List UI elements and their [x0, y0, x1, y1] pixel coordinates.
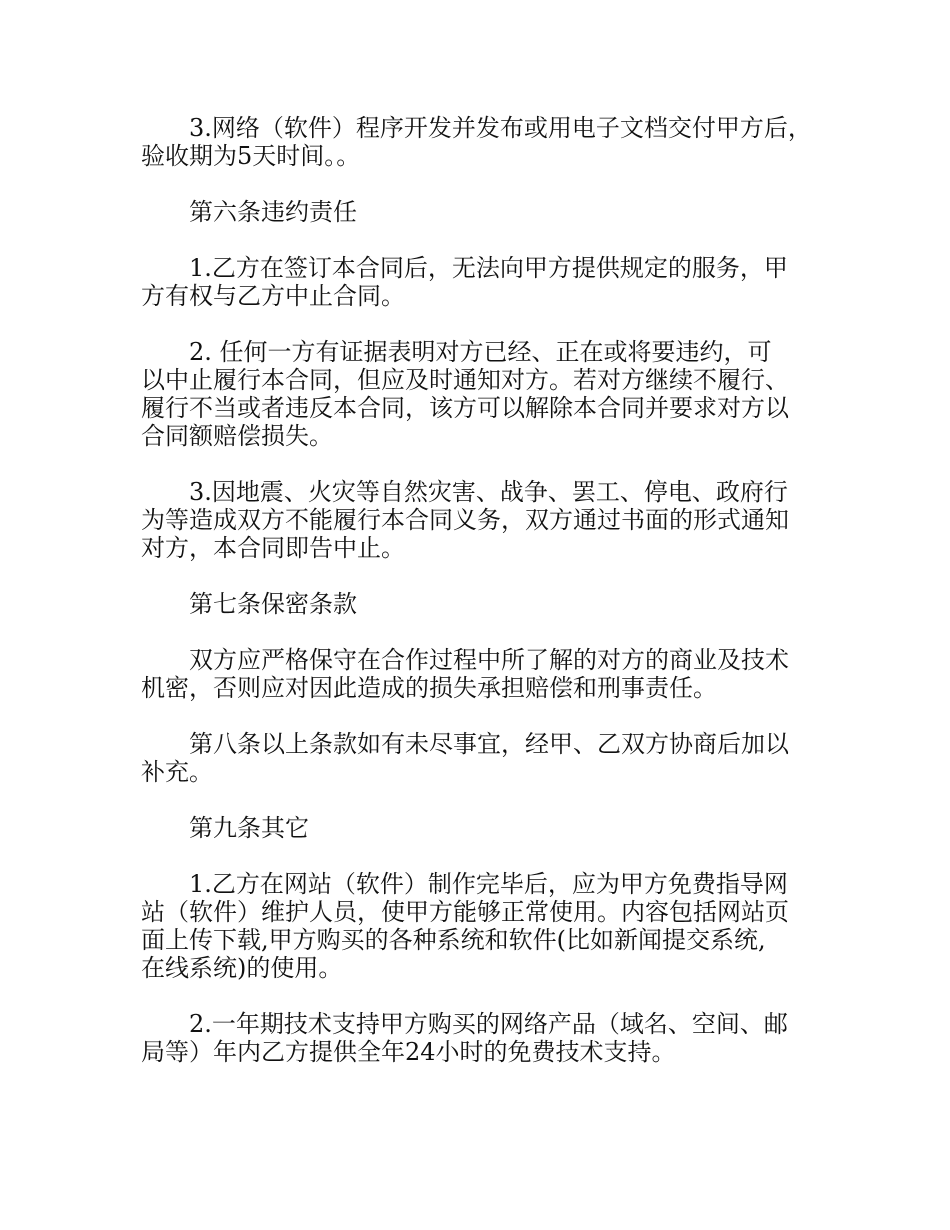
- paragraph-article-7-heading: [141, 590, 816, 618]
- paragraph-clause-9-2: [141, 1010, 816, 1066]
- paragraph-line: 以中止履行本合同，但应及时通知对方。若对方继续不履行、: [141, 366, 789, 394]
- paragraph-line: 局等）年内乙方提供全年24小时的免费技术支持。: [141, 1038, 676, 1066]
- paragraph-clause-6-2: [141, 338, 816, 450]
- paragraph-line: 验收期为5天时间。。: [141, 142, 361, 170]
- paragraph-line: 补充。: [141, 758, 213, 786]
- paragraph-line: 站（软件）维护人员，使甲方能够正常使用。内容包括网站页: [141, 898, 789, 926]
- paragraph-line: 履行不当或者违反本合同，该方可以解除本合同并要求对方以: [141, 394, 789, 422]
- paragraph-line: 3.因地震、火灾等自然灾害、战争、罢工、停电、政府行: [189, 478, 788, 506]
- paragraph-line: 在线系统)的使用。: [141, 954, 343, 982]
- paragraph-line: 3.网络（软件）程序开发并发布或用电子文档交付甲方后，: [189, 114, 812, 142]
- paragraph-line: 面上传下载,甲方购买的各种系统和软件(比如新闻提交系统,: [141, 926, 766, 954]
- paragraph-line: 双方应严格保守在合作过程中所了解的对方的商业及技术: [189, 646, 789, 674]
- paragraph-clause-7: [141, 646, 816, 702]
- paragraph-clause-6-1: [141, 254, 816, 310]
- paragraph-clause-9-1: [141, 870, 816, 982]
- paragraph-line: 第八条以上条款如有未尽事宜，经甲、乙双方协商后加以: [189, 730, 789, 758]
- paragraph-line: 合同额赔偿损失。: [141, 422, 333, 450]
- paragraph-clause-5-3: [141, 114, 816, 170]
- document-body: [141, 114, 816, 1094]
- paragraph-line: 方有权与乙方中止合同。: [141, 282, 405, 310]
- paragraph-line: 2. 任何一方有证据表明对方已经、正在或将要违约，可: [189, 338, 772, 366]
- paragraph-article-9-heading: [141, 814, 816, 842]
- paragraph-line: 为等造成双方不能履行本合同义务，双方通过书面的形式通知: [141, 506, 789, 534]
- paragraph-article-8: [141, 730, 816, 786]
- paragraph-line: 第九条其它: [189, 814, 309, 842]
- paragraph-line: 机密，否则应对因此造成的损失承担赔偿和刑事责任。: [141, 674, 717, 702]
- paragraph-clause-6-3: [141, 478, 816, 562]
- paragraph-line: 第六条违约责任: [189, 198, 357, 226]
- paragraph-line: 对方，本合同即告中止。: [141, 534, 405, 562]
- paragraph-line: 1.乙方在签订本合同后，无法向甲方提供规定的服务，甲: [189, 254, 788, 282]
- paragraph-line: 1.乙方在网站（软件）制作完毕后，应为甲方免费指导网: [189, 870, 788, 898]
- paragraph-line: 第七条保密条款: [189, 590, 357, 618]
- paragraph-line: 2.一年期技术支持甲方购买的网络产品（域名、空间、邮: [189, 1010, 788, 1038]
- paragraph-article-6-heading: [141, 198, 816, 226]
